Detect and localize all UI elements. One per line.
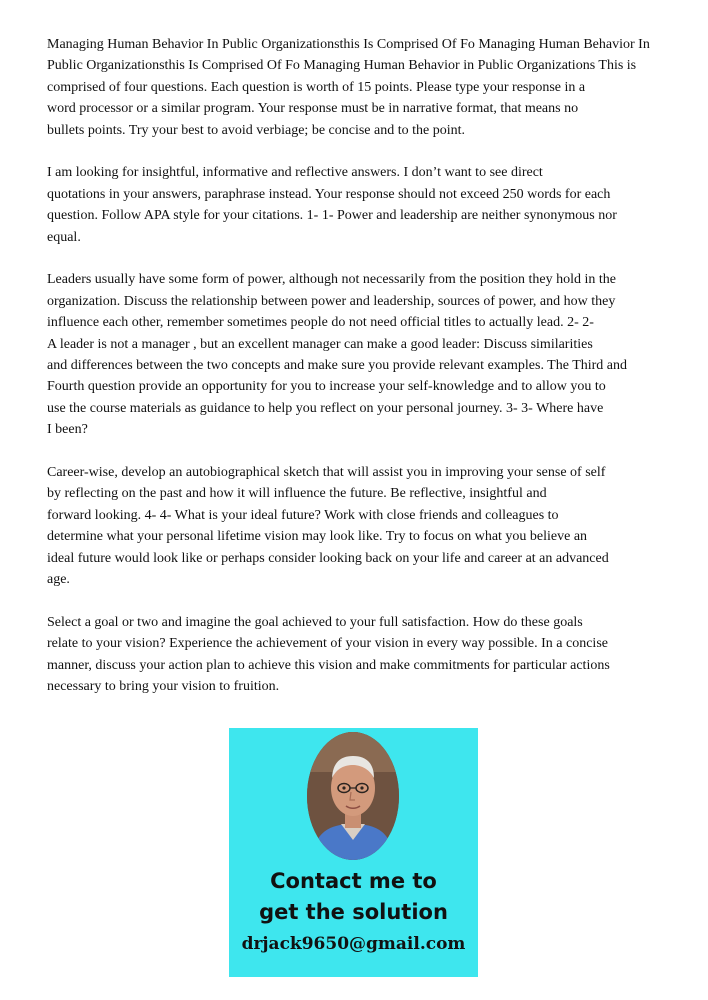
ad-title-line-2: get the solution bbox=[259, 900, 448, 924]
text-line: by reflecting on the past and how it will influence the future. Be reflective, insightful and bbox=[47, 486, 547, 502]
text-line: Select a goal or two and imagine the goal achieved to your full satisfaction. How do these goals bbox=[47, 614, 583, 630]
text-line: determine what your personal lifetime vision may look like. Try to focus on what you believe an bbox=[47, 529, 588, 545]
text-line: necessary to bring your vision to fruition. bbox=[47, 679, 280, 695]
contact-advertisement[interactable] bbox=[229, 728, 478, 977]
portrait-image bbox=[307, 732, 399, 860]
text-line: comprised of four questions. Each question is worth of 15 points. Please type your response in a bbox=[47, 79, 586, 95]
text-line: relate to your vision? Experience the achievement of your vision in every way possible. In a concise bbox=[47, 636, 608, 652]
text-line: bullets points. Try your best to avoid verbiage; be concise and to the point. bbox=[47, 122, 465, 138]
text-line: quotations in your answers, paraphrase instead. Your response should not exceed 250 words for each bbox=[47, 186, 611, 202]
text-line: A leader is not a manager , but an excellent manager can make a good leader: Discuss similarities bbox=[47, 336, 593, 352]
text-line: Career-wise, develop an autobiographical sketch that will assist you in improving your sense of self bbox=[47, 465, 606, 481]
text-line: question. Follow APA style for your citations. 1- 1- Power and leadership are neither synonymous nor bbox=[47, 208, 617, 224]
text-line: Managing Human Behavior In Public Organizationsthis Is Comprised Of Fo Managing Human Behavior In bbox=[47, 37, 650, 52]
text-line: Leaders usually have some form of power, although not necessarily from the position they hold in the bbox=[47, 272, 617, 288]
text-line: I am looking for insightful, informative and reflective answers. I don’t want to see direct bbox=[47, 165, 543, 181]
document-body bbox=[47, 34, 667, 719]
text-line: I been? bbox=[47, 422, 88, 438]
text-line: Public Organizationsthis Is Comprised Of Fo Managing Human Behavior in Public Organizations This is bbox=[47, 58, 637, 74]
text-line: ideal future would look like or perhaps consider looking back on your life and career at an advanced bbox=[47, 550, 609, 566]
text-line: organization. Discuss the relationship between power and leadership, sources of power, and how they bbox=[47, 293, 616, 309]
text-line: age. bbox=[47, 572, 70, 588]
text-line: word processor or a similar program. Your response must be in narrative format, that means no bbox=[47, 101, 579, 117]
ad-title-line-1: Contact me to bbox=[270, 869, 437, 893]
text-line: equal. bbox=[47, 229, 81, 245]
paragraph-career bbox=[47, 462, 667, 590]
text-line: forward looking. 4- 4- What is your ideal future? Work with close friends and colleagues to bbox=[47, 507, 559, 523]
paragraph-expectations bbox=[47, 162, 667, 248]
paragraph-power-leadership bbox=[47, 269, 667, 440]
text-line: influence each other, remember sometimes people do not need official titles to actually lead. 2- 2- bbox=[47, 315, 594, 331]
paragraph-intro bbox=[47, 34, 667, 141]
text-line: use the course materials as guidance to help you reflect on your personal journey. 3- 3- Where have bbox=[47, 400, 604, 416]
paragraph-goals bbox=[47, 612, 667, 698]
text-line: and differences between the two concepts and make sure you provide relevant examples. The Third and bbox=[47, 358, 628, 374]
text-line: manner, discuss your action plan to achieve this vision and make commitments for particular actions bbox=[47, 657, 610, 673]
contact-email-link[interactable]: drjack9650@gmail.com bbox=[241, 934, 466, 954]
author-photo bbox=[307, 732, 399, 860]
text-line: Fourth question provide an opportunity for you to increase your self-knowledge and to allow you to bbox=[47, 379, 606, 395]
